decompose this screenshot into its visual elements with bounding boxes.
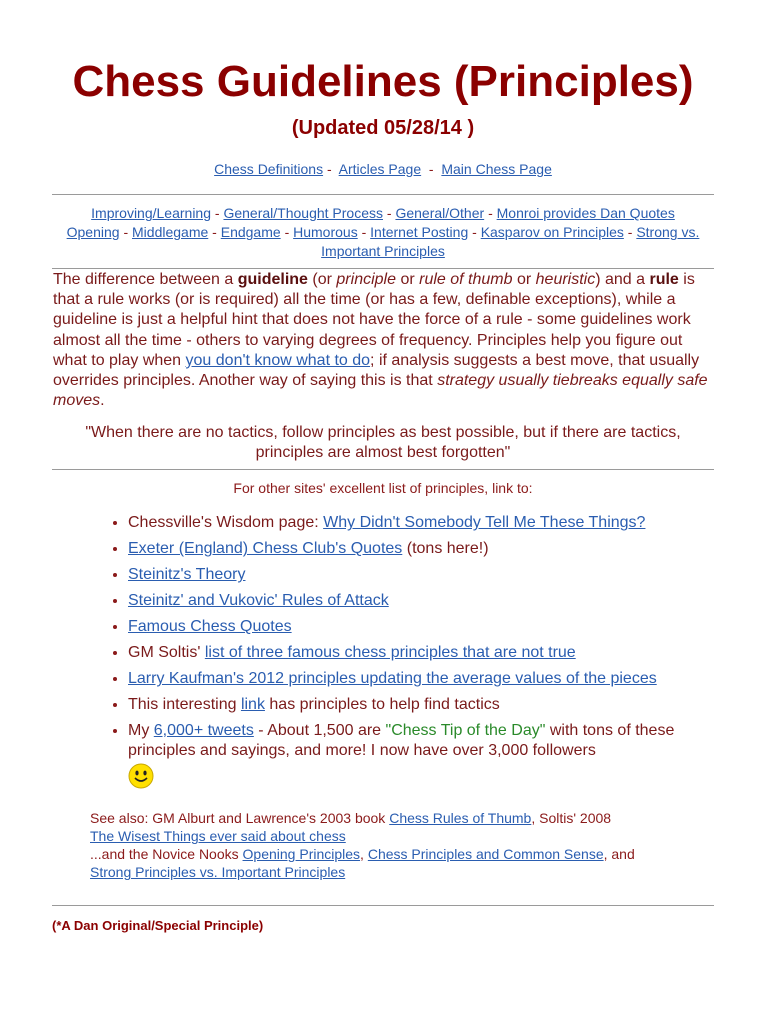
separator: - (214, 205, 220, 221)
list-item (128, 617, 714, 637)
intro-text: (or (307, 271, 337, 288)
see-also-text: ...and the Novice Nooks (90, 846, 243, 863)
separator: - (212, 224, 217, 240)
term-principle: principle (336, 271, 396, 288)
updated-date: (Updated 05/28/14 ) (291, 117, 475, 139)
nav-kasparov-link[interactable]: Kasparov on Principles (480, 224, 624, 240)
nav-humorous-link[interactable]: Humorous (293, 224, 358, 240)
tactics-principles-link[interactable]: link (240, 696, 265, 714)
main-chess-page-link[interactable]: Main Chess Page (441, 161, 552, 177)
list-item-text: - About 1,500 are (253, 722, 386, 740)
list-item-text: has principles to help find tactics (264, 696, 500, 714)
intro-text: ) and a (595, 271, 650, 288)
nav-middlegame-link[interactable]: Middlegame (132, 224, 209, 240)
nav-opening-link[interactable]: Opening (66, 224, 120, 240)
intro-text: The difference between a (53, 271, 238, 288)
term-heuristic: heuristic (535, 271, 596, 288)
see-also-text: See also: GM Alburt and Lawrence's 2003 book (90, 810, 390, 827)
nav-monroi-link[interactable]: Monroi provides Dan Quotes (496, 205, 675, 221)
divider (52, 268, 714, 269)
list-item (128, 721, 714, 795)
separator: - (627, 224, 633, 240)
principles-sites-list (52, 513, 714, 795)
dont-know-what-to-do-link[interactable]: you don't know what to do (185, 351, 371, 369)
intro-text: or (512, 271, 536, 288)
soltis-principles-link[interactable]: list of three famous chess principles that are not true (204, 644, 576, 662)
see-also-text: , and (603, 846, 635, 863)
strategy-phrase: strategy usually tiebreaks equally safe moves (53, 372, 708, 410)
term-rule-of-thumb: rule of thumb (419, 271, 513, 288)
wisest-things-link[interactable]: The Wisest Things ever said about chess (90, 828, 346, 845)
separator: - (386, 205, 392, 221)
separator: - (361, 224, 367, 240)
tactics-quote: "When there are no tactics, follow principles as best possible, but if there are tactics, principles are almost best forgotten" (85, 424, 681, 462)
chess-definitions-link[interactable]: Chess Definitions (214, 161, 324, 177)
term-rule: rule (649, 271, 679, 288)
nav-improving-link[interactable]: Improving/Learning (91, 205, 212, 221)
nav-endgame-link[interactable]: Endgame (220, 224, 281, 240)
opening-principles-link[interactable]: Opening Principles (242, 846, 361, 863)
list-item (128, 695, 714, 715)
steinitz-theory-link[interactable]: Steinitz's Theory (128, 566, 246, 584)
separator: - (472, 224, 477, 240)
nav-strong-vs-important-link[interactable]: Strong vs. Important Principles (321, 224, 700, 259)
list-item-text: with tons of these principles and sayings, and more! I now have over 3,000 followers (128, 722, 675, 760)
intro-text: . (100, 392, 105, 410)
list-item-text: My (128, 722, 154, 740)
intro-paragraph (53, 270, 714, 411)
list-item-text: This interesting (128, 696, 241, 714)
list-item (128, 669, 714, 689)
list-item (128, 539, 714, 559)
nav-general-other-link[interactable]: General/Other (395, 205, 485, 221)
intro-text: or (396, 271, 420, 288)
steinitz-vukovic-link[interactable]: Steinitz' and Vukovic' Rules of Attack (128, 592, 389, 610)
famous-chess-quotes-link[interactable]: Famous Chess Quotes (128, 618, 292, 636)
intro-text: ; if analysis suggests a best move, that usually overrides principles. Another way of saying this is that (53, 351, 700, 390)
term-guideline: guideline (237, 271, 308, 288)
section-nav (52, 195, 714, 268)
dan-original-note: (*A Dan Original/Special Principle) (52, 918, 264, 934)
see-also-text: , (360, 846, 368, 863)
list-item (128, 565, 714, 585)
other-sites-intro: For other sites' excellent list of principles, link to: (233, 480, 533, 497)
list-item (128, 513, 714, 533)
page-content (52, 0, 714, 933)
list-item (128, 643, 714, 663)
list-item-text: GM Soltis' (128, 644, 205, 662)
chess-rules-of-thumb-link[interactable]: Chess Rules of Thumb (389, 810, 532, 827)
strong-vs-important-link[interactable]: Strong Principles vs. Important Principles (90, 864, 346, 881)
separator: - (123, 224, 129, 240)
smiley-face-icon (128, 763, 154, 795)
see-also-text: , Soltis' 2008 (531, 810, 612, 827)
list-item-text: (tons here!) (402, 540, 489, 558)
nav-thought-process-link[interactable]: General/Thought Process (223, 205, 383, 221)
divider (52, 469, 714, 470)
kaufman-principles-link[interactable]: Larry Kaufman's 2012 principles updating the average values of the pieces (128, 670, 657, 688)
see-also (90, 809, 714, 881)
tweets-link[interactable]: 6,000+ tweets (153, 722, 254, 740)
intro-text: is that a rule works (or is required) all the time (or has a few, definable exceptions), while a guideline is just a helpful hint that does not have the force of a rule - some guidelines work almost all the time - others to varying degrees of frequency. Principles help you figure out what to play when (53, 271, 695, 369)
top-links (52, 160, 714, 178)
exeter-quotes-link[interactable]: Exeter (England) Chess Club's Quotes (128, 540, 403, 558)
divider (52, 905, 714, 906)
separator: - (284, 224, 290, 240)
common-sense-link[interactable]: Chess Principles and Common Sense (367, 846, 604, 863)
page-title: Chess Guidelines (Principles) (72, 57, 694, 106)
chessville-wisdom-link[interactable]: Why Didn't Somebody Tell Me These Things? (323, 514, 646, 532)
list-item-text: Chessville's Wisdom page: (128, 514, 324, 532)
separator: - (326, 161, 332, 177)
chess-tip-of-the-day: "Chess Tip of the Day" (385, 722, 546, 740)
separator: - (428, 161, 434, 177)
articles-page-link[interactable]: Articles Page (338, 161, 422, 177)
nav-internet-posting-link[interactable]: Internet Posting (370, 224, 469, 240)
list-item (128, 591, 714, 611)
separator: - (488, 205, 493, 221)
